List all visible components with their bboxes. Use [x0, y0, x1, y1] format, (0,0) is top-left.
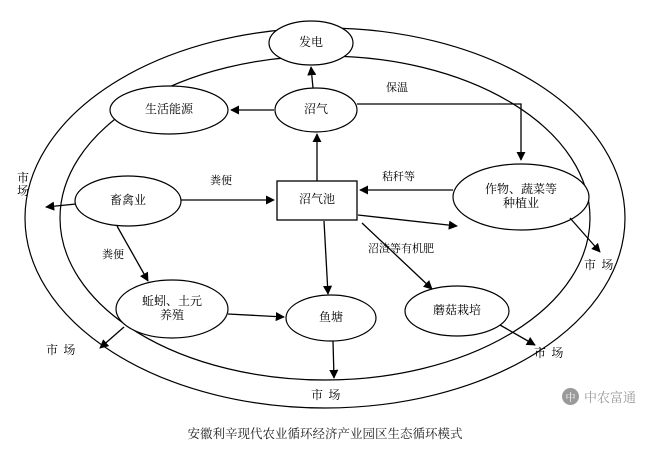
market-right-mid-label: 市 场: [584, 258, 615, 272]
node-power-label: 发电: [298, 35, 323, 50]
edge-fishpond-to-bottom-market: [333, 341, 334, 378]
node-life-energy-label: 生活能源: [144, 102, 193, 117]
node-planting-shape: [453, 164, 589, 230]
edge-pool-to-mushroom: [362, 223, 432, 289]
node-fishpond-shape: [286, 295, 376, 341]
node-biogas-pool-label: 沼气池: [298, 192, 335, 207]
node-livestock-shape: [75, 176, 181, 226]
node-mushroom-shape: [405, 286, 509, 336]
node-planting-label: 作物、蔬菜等 种植业: [484, 182, 557, 210]
node-earthworm-shape: [116, 280, 228, 338]
node-earthworm-label: 蚯蚓、土元 养殖: [141, 294, 202, 322]
diagram-caption: 安徽利辛现代农业循环经济产业园区生态循环模式: [187, 427, 463, 441]
node-biogas-pool-shape: [277, 181, 357, 220]
edge-label-manure-to-pool: 粪便: [210, 175, 232, 187]
edge-mushroom-to-right-bottom-market: [500, 325, 535, 345]
watermark: [562, 387, 636, 406]
node-livestock-label: 畜禽业: [109, 193, 146, 208]
edge-label-manure-to-worm: 粪便: [102, 249, 124, 261]
edge-earthworm-to-left-bottom-market: [100, 327, 124, 348]
market-bottom-label: 市 场: [311, 388, 342, 402]
watermark-logo-icon: 中: [562, 388, 579, 405]
market-left-top-label: 市 场: [16, 171, 29, 198]
node-biogas-shape: [275, 88, 357, 132]
edge-label-insulation: 保温: [386, 82, 408, 94]
node-biogas-label: 沼气: [303, 102, 328, 117]
edge-label-straw: 秸秆等: [382, 171, 415, 183]
market-left-bottom-label: 市 场: [46, 343, 77, 357]
edge-earthworm-to-fishpond: [228, 314, 284, 317]
edge-pool-to-planting-residue: [358, 215, 457, 226]
market-right-bottom-label: 市 场: [534, 346, 565, 360]
edge-planting-to-right-market: [570, 218, 600, 252]
edge-pool-to-fishpond: [324, 221, 328, 294]
edge-biogas-to-planting-insulation: [357, 104, 521, 160]
node-mushroom-label: 蘑菇栽培: [432, 303, 481, 318]
edge-label-residue: 沼渣等有机肥: [368, 243, 434, 255]
edge-biogas-to-power: [311, 67, 313, 88]
watermark-text: 中农富通: [583, 390, 636, 405]
node-power-shape: [269, 21, 353, 65]
node-life-energy-shape: [110, 86, 228, 134]
node-fishpond-label: 鱼塘: [318, 310, 343, 325]
